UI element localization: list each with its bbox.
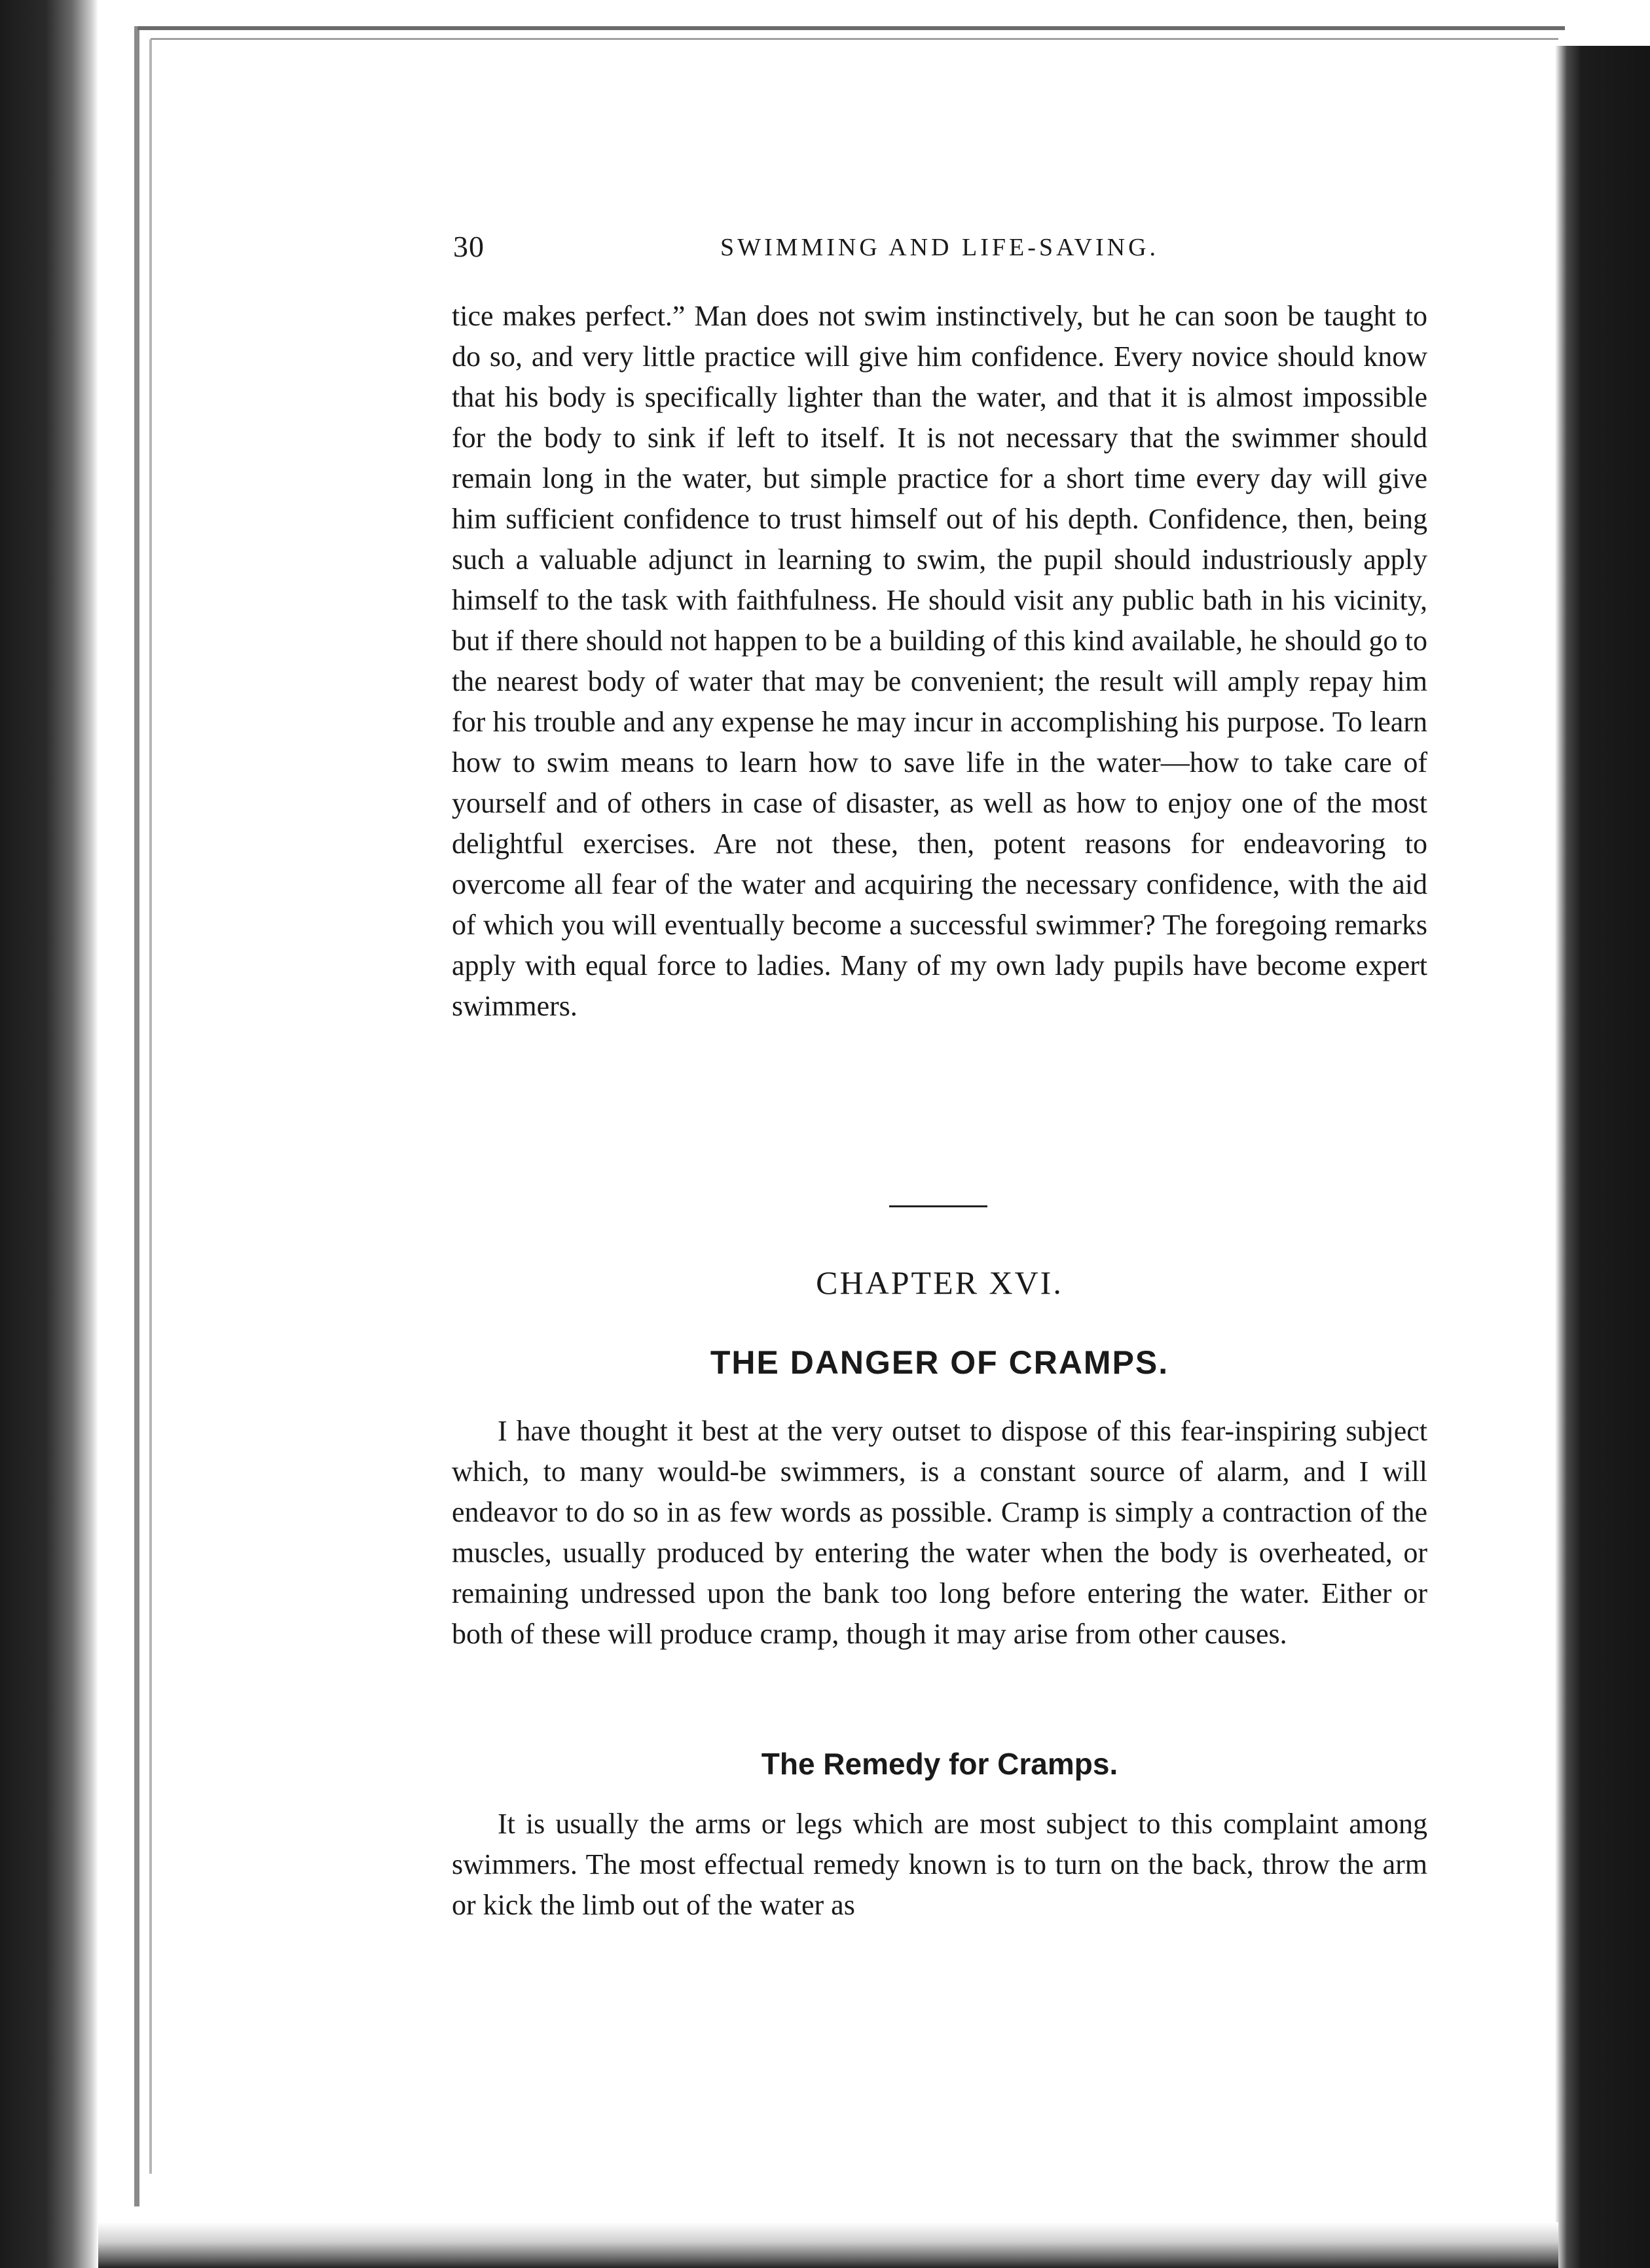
- scan-left-edge: [0, 0, 98, 2268]
- paragraph-section: It is usually the arms or legs which are most subject to this complaint among swimmers. The most effectual remedy known is to turn on the back, throw the arm or kick the limb out of the water as: [452, 1808, 1427, 1921]
- running-head: [453, 229, 1427, 268]
- scan-bottom-edge: [98, 2222, 1558, 2268]
- chapter-title: THE DANGER OF CRAMPS.: [710, 1344, 1169, 1381]
- page-edge-line: [134, 26, 139, 2206]
- page-edge-line: [149, 39, 152, 2174]
- running-head-title: SWIMMING AND LIFE-SAVING.: [720, 234, 1160, 261]
- scan-right-edge: [1555, 46, 1650, 2268]
- paragraph-chapter-intro: I have thought it best at the very outset to dispose of this fear-inspiring subject which, to many would-be swimmers, is a constant source of alarm, and I will endeavor to do so in as few words as possible. Cramp is simply a contraction of the muscles, usually produced by entering the water when the body is overheated, or remaining undressed upon the bank too long before entering the water. Either or both of these will produce cramp, though it may arise from other causes.: [452, 1415, 1427, 1650]
- section-heading: The Remedy for Cramps.: [761, 1747, 1118, 1781]
- page-top-edge-line: [138, 26, 1565, 30]
- paragraph-continued: tice makes perfect.” Man does not swim instinctively, but he can soon be taught to do so, and very little practice will give him confidence. Every novice should know that his body is specifically lighter than the water, and that it is almost impossible for the body to sink if left to itself. It is not necessary that the swimmer should remain long in the water, but simple practice for a short time every day will give him sufficient confidence to trust himself out of his depth. Confidence, then, being such a valuable adjunct in learning to swim, the pupil should industriously apply himself to the task with faithfulness. He should visit any public bath in his vicinity, but if there should not happen to be a building of this kind available, he should go to the nearest body of water that may be convenient; the result will amply repay him for his trouble and any expense he may incur in accomplishing his purpose. To learn how to swim means to learn how to save life in the water—how to take care of yourself and of others in case of disaster, as well as how to enjoy one of the most delightful exercises. Are not these, then, potent reasons for endeavoring to overcome all fear of the water and acquiring the necessary confidence, with the aid of which you will eventually become a successful swimmer? The foregoing remarks apply with equal force to ladies. Many of my own lady pupils have become expert swimmers.: [452, 300, 1427, 1022]
- page-top-edge-line: [151, 38, 1558, 40]
- page-number: 30: [453, 230, 485, 263]
- chapter-label: CHAPTER XVI.: [816, 1264, 1063, 1301]
- section-divider: [889, 1205, 987, 1207]
